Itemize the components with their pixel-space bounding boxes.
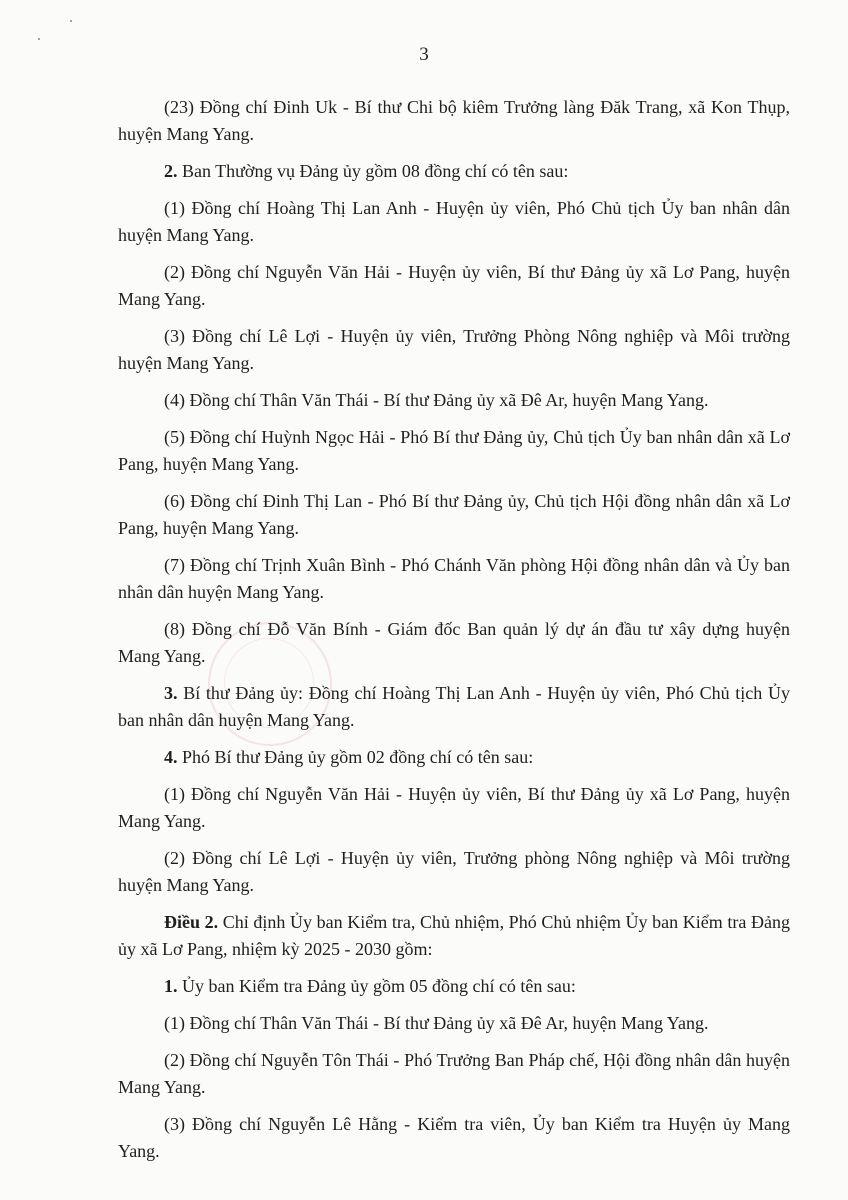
paragraph-text: (4) Đồng chí Thân Văn Thái - Bí thư Đảng ủy xã Đê Ar, huyện Mang Yang. <box>164 390 709 410</box>
paragraph <box>118 1047 790 1101</box>
paragraph-text: (5) Đồng chí Huỳnh Ngọc Hải - Phó Bí thư Đảng ủy, Chủ tịch Ủy ban nhân dân xã Lơ Pang, huyện Mang Yang. <box>118 427 790 474</box>
paragraph-text: Chỉ định Ủy ban Kiểm tra, Chủ nhiệm, Phó Chủ nhiệm Ủy ban Kiểm tra Đảng ủy xã Lơ Pang, nhiệm kỳ 2025 - 2030 gồm: <box>118 912 790 959</box>
paragraph-text: Bí thư Đảng ủy: Đồng chí Hoàng Thị Lan Anh - Huyện ủy viên, Phó Chủ tịch Ủy ban nhân dân huyện Mang Yang. <box>118 683 790 730</box>
paragraph <box>118 616 790 670</box>
paragraph-text: (2) Đồng chí Nguyễn Tôn Thái - Phó Trưởng Ban Pháp chế, Hội đồng nhân dân huyện Mang Yang. <box>118 1050 790 1097</box>
paragraph-lead: 4. <box>164 747 178 767</box>
paragraph-text: (2) Đồng chí Nguyễn Văn Hải - Huyện ủy viên, Bí thư Đảng ủy xã Lơ Pang, huyện Mang Yang. <box>118 262 790 309</box>
paragraph <box>118 387 790 414</box>
paragraph <box>118 845 790 899</box>
scan-speck <box>70 20 72 22</box>
paragraph-text: (1) Đồng chí Hoàng Thị Lan Anh - Huyện ủy viên, Phó Chủ tịch Ủy ban nhân dân huyện Mang Yang. <box>118 198 790 245</box>
paragraph <box>118 781 790 835</box>
paragraph-text: (3) Đồng chí Nguyễn Lê Hằng - Kiểm tra viên, Ủy ban Kiểm tra Huyện ủy Mang Yang. <box>118 1114 790 1161</box>
paragraph-text: (23) Đồng chí Đinh Uk - Bí thư Chi bộ kiêm Trưởng làng Đăk Trang, xã Kon Thụp, huyện Mang Yang. <box>118 97 790 144</box>
paragraph <box>118 1111 790 1165</box>
page-number: 3 <box>419 44 429 65</box>
paragraph-text: Ủy ban Kiểm tra Đảng ủy gồm 05 đồng chí có tên sau: <box>177 976 576 996</box>
document-body <box>118 94 790 1175</box>
paragraph-text: (6) Đồng chí Đinh Thị Lan - Phó Bí thư Đảng ủy, Chủ tịch Hội đồng nhân dân xã Lơ Pang, huyện Mang Yang. <box>118 491 790 538</box>
paragraph <box>118 259 790 313</box>
paragraph-text: (1) Đồng chí Nguyễn Văn Hải - Huyện ủy viên, Bí thư Đảng ủy xã Lơ Pang, huyện Mang Yang. <box>118 784 790 831</box>
paragraph-text: (3) Đồng chí Lê Lợi - Huyện ủy viên, Trưởng Phòng Nông nghiệp và Môi trường huyện Mang Yang. <box>118 326 790 373</box>
paragraph <box>118 323 790 377</box>
paragraph <box>118 488 790 542</box>
paragraph <box>118 1010 790 1037</box>
paragraph <box>118 195 790 249</box>
paragraph <box>118 744 790 771</box>
paragraph <box>118 909 790 963</box>
paragraph-text: (2) Đồng chí Lê Lợi - Huyện ủy viên, Trưởng phòng Nông nghiệp và Môi trường huyện Mang Yang. <box>118 848 790 895</box>
paragraph-lead: 2. <box>164 161 178 181</box>
paragraph-text: Ban Thường vụ Đảng ủy gồm 08 đồng chí có tên sau: <box>177 161 569 181</box>
paragraph-text: (8) Đồng chí Đỗ Văn Bính - Giám đốc Ban quản lý dự án đầu tư xây dựng huyện Mang Yang. <box>118 619 790 666</box>
paragraph <box>118 680 790 734</box>
paragraph <box>118 973 790 1000</box>
paragraph-text: (1) Đồng chí Thân Văn Thái - Bí thư Đảng ủy xã Đê Ar, huyện Mang Yang. <box>164 1013 709 1033</box>
paragraph <box>118 158 790 185</box>
paragraph-lead: 3. <box>164 683 178 703</box>
paragraph <box>118 424 790 478</box>
paragraph <box>118 94 790 148</box>
paragraph-lead: Điều 2. <box>164 912 219 932</box>
paragraph-text: Phó Bí thư Đảng ủy gồm 02 đồng chí có tên sau: <box>177 747 534 767</box>
paragraph-text: (7) Đồng chí Trịnh Xuân Bình - Phó Chánh Văn phòng Hội đồng nhân dân và Ủy ban nhân dân huyện Mang Yang. <box>118 555 790 602</box>
paragraph <box>118 552 790 606</box>
scan-speck <box>38 38 40 40</box>
paragraph-lead: 1. <box>164 976 178 996</box>
